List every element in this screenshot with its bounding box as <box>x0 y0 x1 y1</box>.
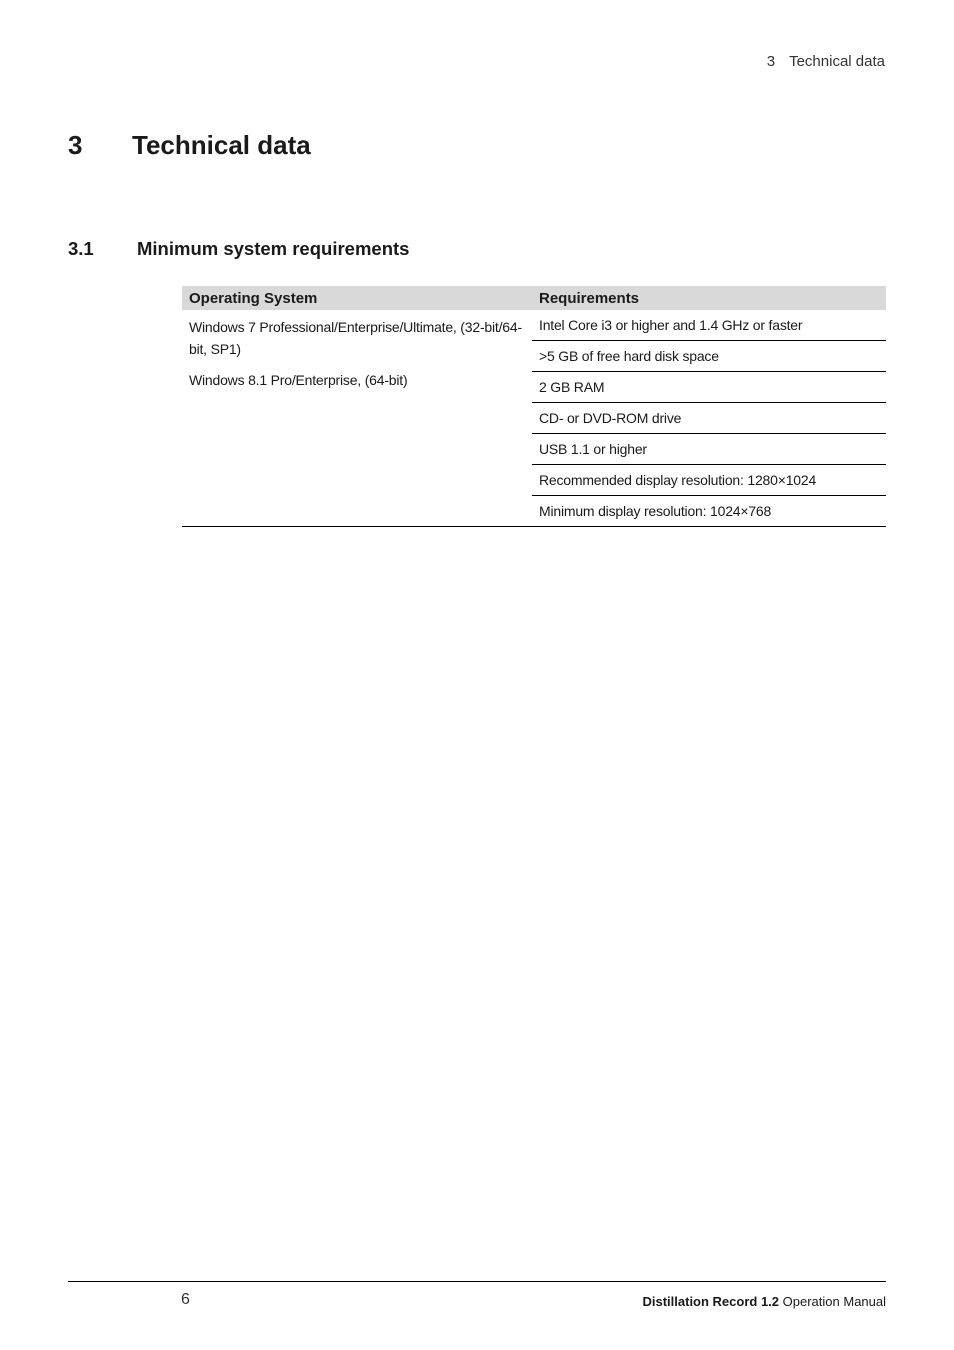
footer-doc-type: Operation Manual <box>782 1294 886 1309</box>
running-header-chapter-number: 3 <box>766 53 776 70</box>
os-entry: Windows 7 Professional/Enterprise/Ultimate, (32-bit/64-bit, SP1) <box>189 319 522 357</box>
footer-document-title <box>642 1294 886 1309</box>
os-entry: Windows 8.1 Pro/Enterprise, (64-bit) <box>189 372 408 388</box>
header-operating-system: Operating System <box>182 286 532 310</box>
requirement-cell: 2 GB RAM <box>532 372 886 403</box>
requirement-cell: Minimum display resolution: 1024×768 <box>532 496 886 527</box>
footer-product-name: Distillation Record 1.2 <box>642 1294 780 1309</box>
table-row <box>182 310 886 341</box>
header-requirements: Requirements <box>532 286 886 310</box>
chapter-number: 3 <box>68 130 83 160</box>
running-header <box>767 53 885 70</box>
section-number: 3.1 <box>68 238 94 259</box>
requirement-cell: Intel Core i3 or higher and 1.4 GHz or faster <box>532 310 886 341</box>
table-header-row <box>182 286 886 310</box>
requirement-cell: >5 GB of free hard disk space <box>532 341 886 372</box>
operating-system-cell <box>182 310 532 527</box>
system-requirements-table <box>182 286 886 527</box>
requirement-cell: CD- or DVD-ROM drive <box>532 403 886 434</box>
chapter-heading <box>68 130 311 161</box>
section-title: Minimum system requirements <box>137 238 410 259</box>
chapter-title: Technical data <box>132 130 311 160</box>
requirement-cell: USB 1.1 or higher <box>532 434 886 465</box>
section-heading <box>68 238 409 260</box>
running-header-chapter-title: Technical data <box>789 53 885 70</box>
footer-divider <box>68 1281 886 1282</box>
page-number: 6 <box>181 1291 190 1308</box>
requirement-cell: Recommended display resolution: 1280×1024 <box>532 465 886 496</box>
